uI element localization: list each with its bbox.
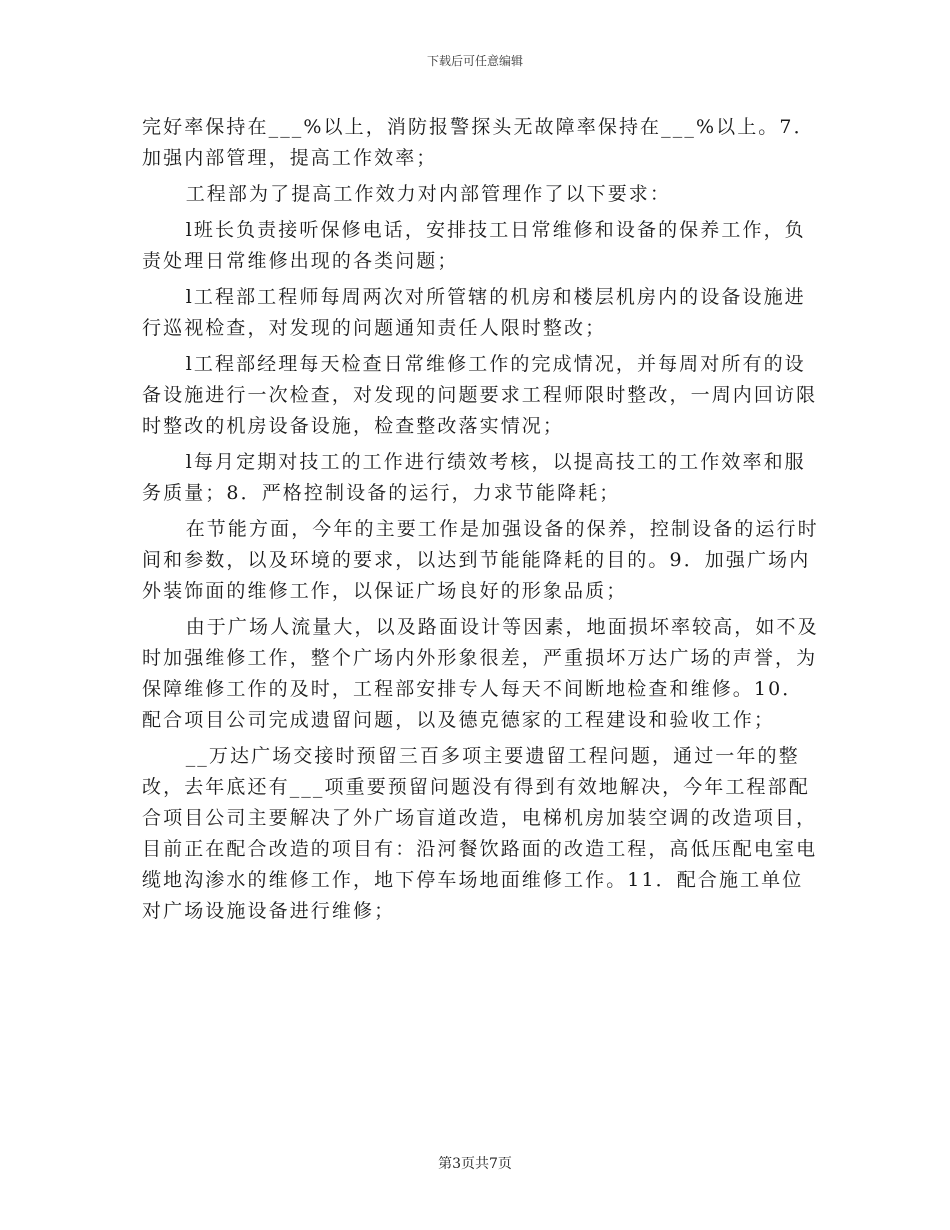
paragraph-5: l工程部经理每天检查日常维修工作的完成情况，并每周对所有的设备设施进行一次检查，对发现的问题要求工程师限时整改，一周内回访限时整改的机房设备设施，检查整改落实情况； — [142, 353, 818, 437]
paragraph-8: 由于广场人流量大，以及路面设计等因素，地面损坏率较高，如不及时加强维修工作，整个广场内外形象很差，严重损坏万达广场的声誉，为保障维修工作的及时，工程部安排专人每天不间断地检查和维修。10．配合项目公司完成遗留问题，以及德克德家的工程建设和验收工作； — [142, 616, 819, 731]
paragraph-4: l工程部工程师每周两次对所管辖的机房和楼层机房内的设备设施进行巡视检查，对发现的问题通知责任人限时整改； — [142, 286, 806, 339]
paragraph-7: 在节能方面，今年的主要工作是加强设备的保养，控制设备的运行时间和参数，以及环境的要求，以达到节能能降耗的目的。9．加强广场内外装饰面的维修工作，以保证广场良好的形象品质； — [142, 518, 819, 602]
page-number-footer: 第3页共7页 — [438, 1156, 512, 1172]
paragraph-3: l班长负责接听保修电话，安排技工日常维修和设备的保养工作，负责处理日常维修出现的各类问题； — [142, 219, 806, 272]
paragraph-6: l每月定期对技工的工作进行绩效考核，以提高技工的工作效率和服务质量；8．严格控制设备的运行，力求节能降耗； — [142, 451, 806, 504]
document-body — [142, 112, 822, 932]
page-header: 下载后可任意编辑 — [426, 54, 523, 68]
paragraph-2: 工程部为了提高工作效力对内部管理作了以下要求： — [185, 183, 671, 205]
paragraph-9: __万达广场交接时预留三百多项主要遗留工程问题，通过一年的整改，去年底还有___项重要预留问题没有得到有效地解决，今年工程部配合项目公司主要解决了外广场盲道改造，电梯机房加装空调的改造项目，目前正在配合改造的项目有：沿河餐饮路面的改造工程，高低压配电室电缆地沟渗水的维修工作，地下停车场地面维修工作。11．配合施工单位对广场设施设备进行维修； — [142, 745, 818, 922]
paragraph-1: 完好率保持在___%以上，消防报警探头无故障率保持在___%以上。7．加强内部管理，提高工作效率； — [142, 116, 815, 169]
